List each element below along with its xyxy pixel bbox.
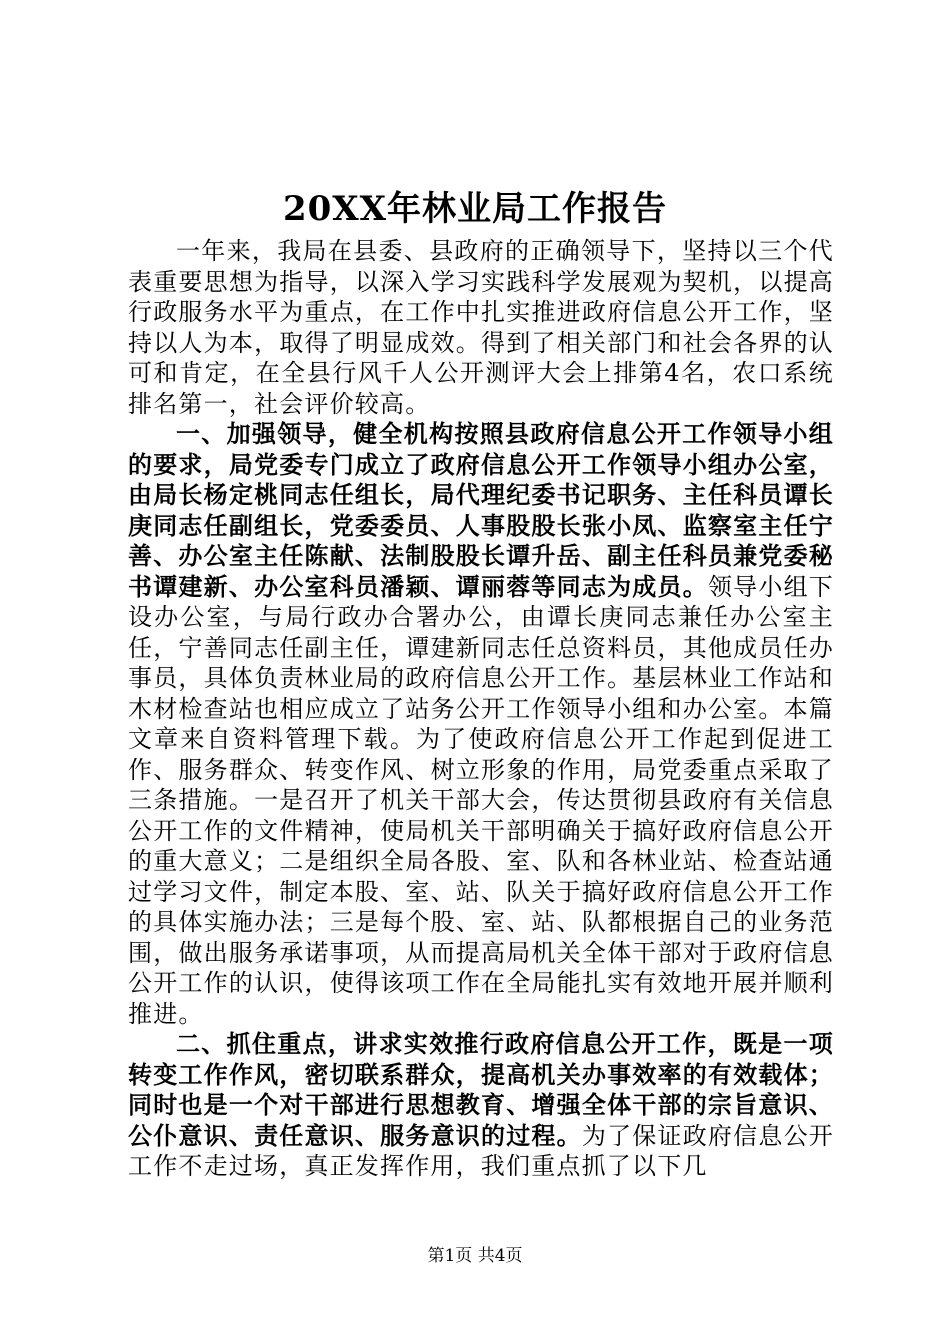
paragraph-intro <box>128 236 834 419</box>
paragraph-text: 领导小组下设办公室，与局行政办合署办公，由谭长庚同志兼任办公室主任，宁善同志任副主任，谭建新同志任总资料员，其他成员任办事员，具体负责林业局的政府信息公开工作。基层林业工作站和木材检查站也相应成立了站务公开工作领导小组和办公室。本篇文章来自资料管理下载。为了使政府信息公开工作起到促进工作、服务群众、转变作风、树立形象的作用，局党委重点采取了三条措施。一是召开了机关干部大会，传达贯彻县政府有关信息公开工作的文件精神，使局机关干部明确关于搞好政府信息公开的重大意义；二是组织全局各股、室、队和各林业站、检查站通过学习文件，制定本股、室、站、队关于搞好政府信息公开工作的具体实施办法；三是每个股、室、站、队都根据自己的业务范围，做出服务承诺事项，从而提高局机关全体干部对于政府信息公开工作的认识，使得该项工作在全局能扎实有效地开展并顺利推进。 <box>128 572 834 1028</box>
paragraph-text: 一年来，我局在县委、县政府的正确领导下，坚持以三个代表重要思想为指导，以深入学习实践科学发展观为契机，以提高行政服务水平为重点，在工作中扎实推进政府信息公开工作，坚持以人为本，取得了明显成效。得到了相关部门和社会各界的认可和肯定，在全县行风千人公开测评大会上排第4名，农口系统排名第一，社会评价较高。 <box>128 237 834 418</box>
page-number-footer: 第1页 共4页 <box>427 1246 523 1266</box>
paragraph-section-2 <box>128 1029 834 1182</box>
paragraph-lead: 一、加强领导，健全机构按照县政府信息公开工作领导小组的要求，局党委专门成立了政府信息公开工作领导小组办公室，由局长杨定桃同志任组长，局代理纪委书记职务、主任科员谭长庚同志任副组长，党委委员、人事股股长张小凤、监察室主任宁善、办公室主任陈献、法制股股长谭升岳、副主任科员兼党委秘书谭建新、办公室科员潘颖、谭丽蓉等同志为成员。 <box>128 419 834 601</box>
paragraph-lead: 二、抓住重点，讲求实效推行政府信息公开工作，既是一项转变工作作风，密切联系群众，提高机关办事效率的有效载体；同时也是一个对干部进行思想教育、增强全体干部的宗旨意识、公仆意识、责任意识、服务意识的过程。 <box>128 1029 834 1150</box>
document-title: 20XX年林业局工作报告 <box>282 189 668 229</box>
paragraph-text: 为了保证政府信息公开工作不走过场，真正发挥作用，我们重点抓了以下几 <box>128 1121 834 1180</box>
paragraph-section-1 <box>128 419 834 1029</box>
document-body <box>128 236 834 1182</box>
